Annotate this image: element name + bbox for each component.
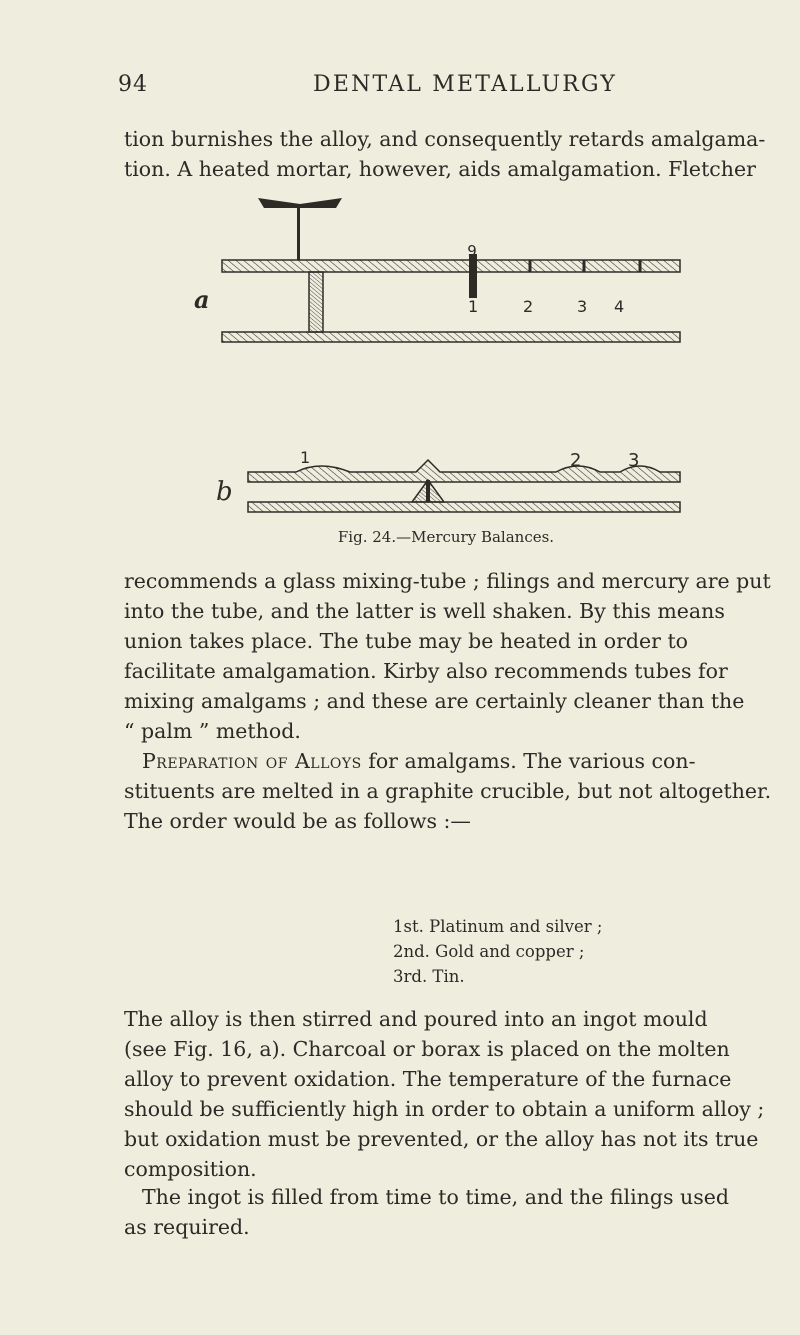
heading-continuation: for amalgams. The various con- (368, 749, 696, 773)
text-line: tion. A heated mortar, however, aids amalgamation. Fletcher (124, 157, 756, 181)
paragraph-fletcher (124, 566, 771, 746)
balance-a-label: a (194, 285, 210, 314)
text-line: union takes place. The tube may be heated in order to (124, 629, 689, 653)
text-line: as required. (124, 1215, 250, 1239)
balance-b-drawing (248, 460, 680, 512)
balance-a-mark-4: 4 (614, 297, 625, 316)
text-line: recommends a glass mixing-tube ; filings and mercury are put (124, 569, 771, 593)
balance-a-mark-3: 3 (577, 297, 588, 316)
text-line: “ palm ” method. (124, 719, 301, 743)
figure-caption (0, 528, 800, 546)
text-line: The alloy is then stirred and poured into an ingot mould (124, 1007, 708, 1031)
balance-b-mark-2: 2 (570, 450, 582, 471)
balance-b-mark-1: 1 (300, 448, 311, 467)
text-line: but oxidation must be prevented, or the alloy has not its true (124, 1127, 759, 1151)
page-header (0, 72, 800, 102)
list-item: 3rd. Tin. (393, 967, 465, 986)
figure-caption-text: Fig. 24.—Mercury Balances. (337, 528, 555, 546)
text-line: into the tube, and the latter is well shaken. By this means (124, 599, 725, 623)
running-head: DENTAL METALLURGY (313, 72, 618, 97)
balance-a-mark-2: 2 (523, 297, 534, 316)
paragraph-preparation (124, 746, 772, 836)
text-line: The order would be as follows :— (124, 809, 471, 833)
balance-a-top-mark: 9 (467, 242, 477, 260)
mercury-balances-figure (194, 198, 700, 538)
text-line (124, 746, 696, 776)
text-line: composition. (124, 1157, 257, 1181)
alloy-order-list (393, 914, 602, 989)
balance-b-mark-3: 3 (628, 450, 640, 471)
balance-a-mark-1: 1 (468, 297, 479, 316)
text-line: should be sufficiently high in order to obtain a uniform alloy ; (124, 1097, 765, 1121)
paragraph-alloy (124, 1004, 765, 1184)
list-item: 1st. Platinum and silver ; (393, 917, 603, 936)
text-line: The ingot is filled from time to time, and the filings used (142, 1185, 729, 1209)
text-line: mixing amalgams ; and these are certainly cleaner than the (124, 689, 745, 713)
text-line: alloy to prevent oxidation. The temperature of the furnace (124, 1067, 732, 1091)
paragraph-ingot (124, 1182, 729, 1242)
text-line: facilitate amalgamation. Kirby also recommends tubes for (124, 659, 728, 683)
list-item: 2nd. Gold and copper ; (393, 942, 585, 961)
intro-paragraph (124, 124, 766, 184)
balance-a-drawing (222, 198, 680, 342)
text-line: (see Fig. 16, a). Charcoal or borax is placed on the molten (124, 1037, 730, 1061)
text-line: stituents are melted in a graphite crucible, but not altogether. (124, 779, 772, 803)
text-line: tion burnishes the alloy, and consequently retards amalgama- (124, 127, 766, 151)
page-number: 94 (118, 72, 148, 97)
section-heading: Preparation of Alloys (142, 749, 362, 773)
balance-b-label: b (216, 477, 233, 507)
